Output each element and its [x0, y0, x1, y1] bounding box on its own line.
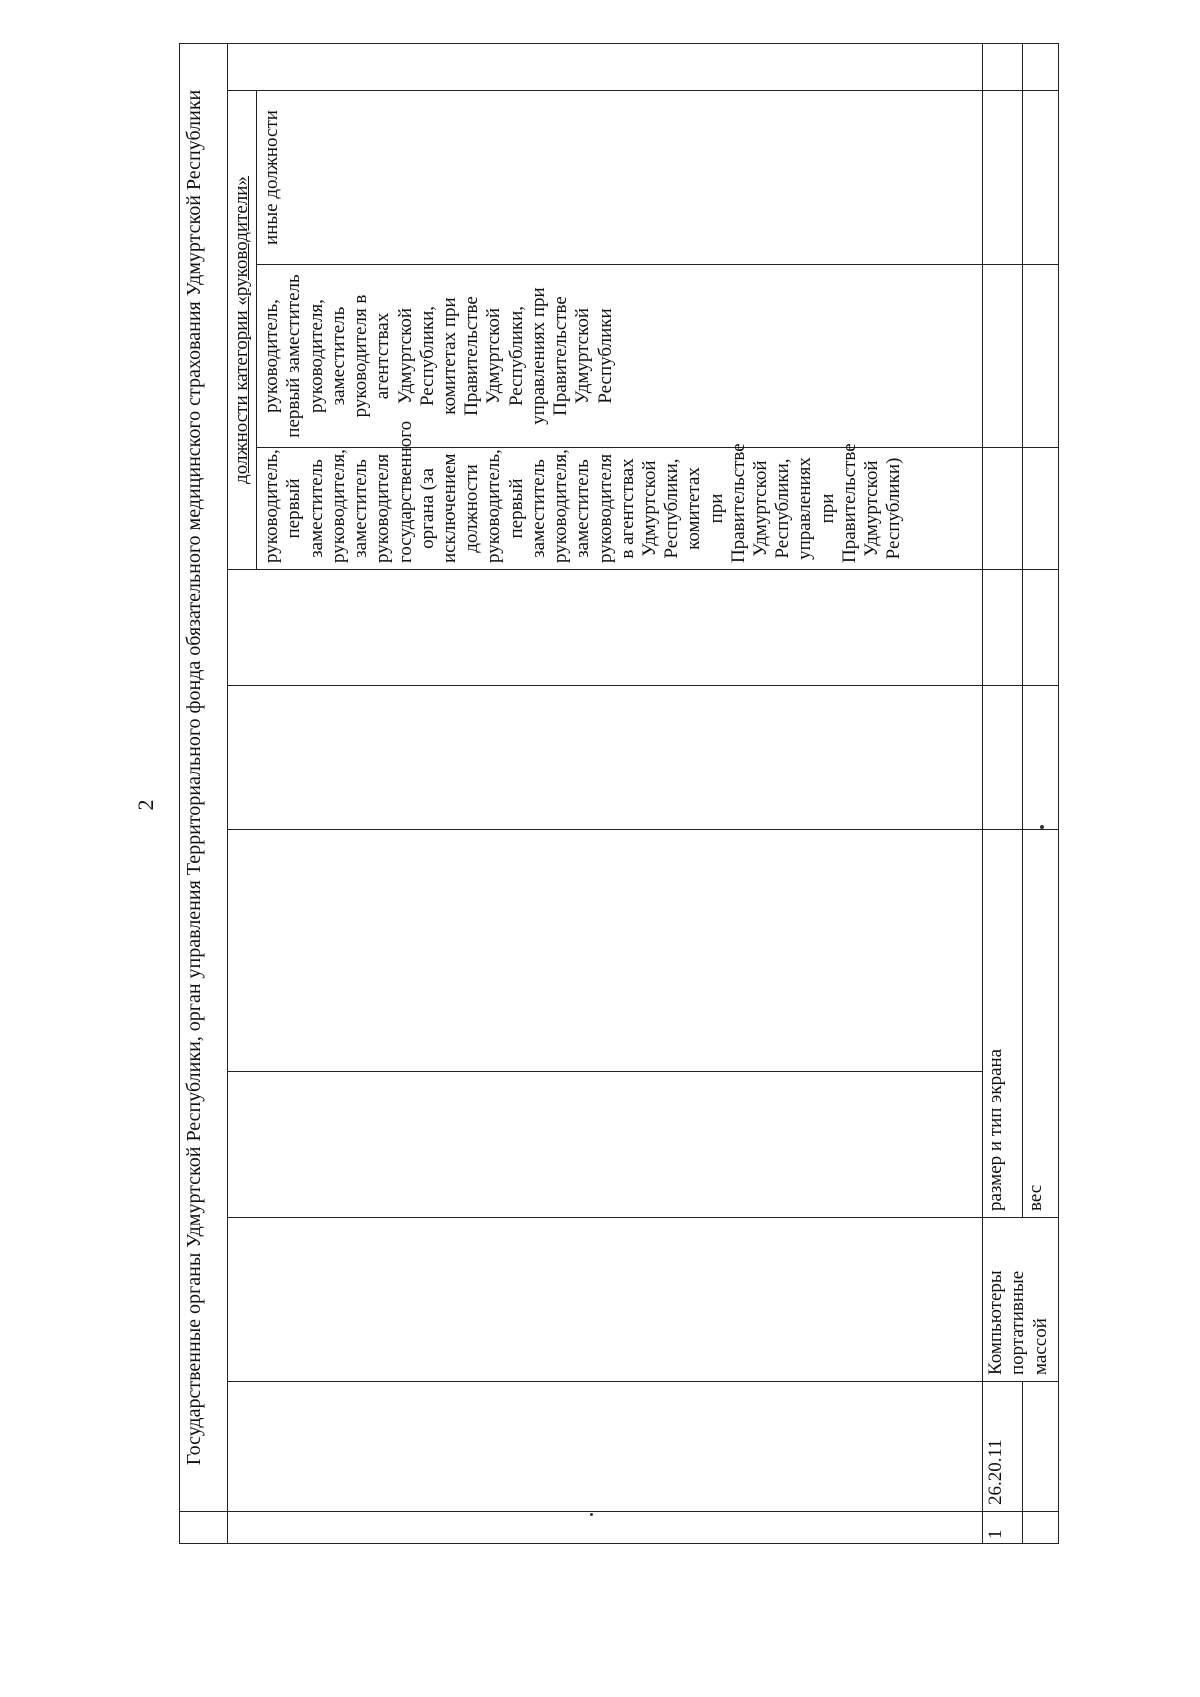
position-other: иные должности: [257, 91, 983, 265]
row-characteristic-screen: размер и тип экрана: [983, 830, 1023, 1218]
position-head-state-body: руководитель, первый заместитель руководителя, заместитель руководителя государственного органа (за исключением должности руководитель, первый заместитель руководителя, заместитель руководителя в агентствах Удмуртской Республики, комитетах при Правительстве Удмуртской Республики, управлениях при Правительстве Удмуртской Республики): [257, 448, 983, 570]
category-row: [228, 43, 257, 1543]
page-number: 2: [133, 799, 158, 811]
header-authority: Государственные органы Удмуртской Республики, орган управления Территориального фонда обязательного медицинского страхования Удмуртской Республики: [180, 43, 228, 1511]
header-row: [180, 43, 228, 1543]
rotated-table-container: [179, 44, 1055, 1544]
table-row: [983, 43, 1023, 1543]
row-characteristic-weight: вес: [1023, 830, 1059, 1218]
procurement-table: [179, 43, 1059, 1544]
category-header: должности категории «руководители»: [228, 91, 257, 570]
position-head-agencies: руководитель, первый заместитель руководителя, заместитель руководителя в агентствах Удмуртской Республики, комитетах при Правительстве Удмуртской Республики, управлениях при Правительстве Удмуртской Республики: [257, 265, 983, 448]
row-number: 1: [983, 1512, 1023, 1544]
row-product-name: Компьютеры портативные массой: [983, 1218, 1059, 1382]
row-code: 26.20.11: [983, 1382, 1023, 1512]
